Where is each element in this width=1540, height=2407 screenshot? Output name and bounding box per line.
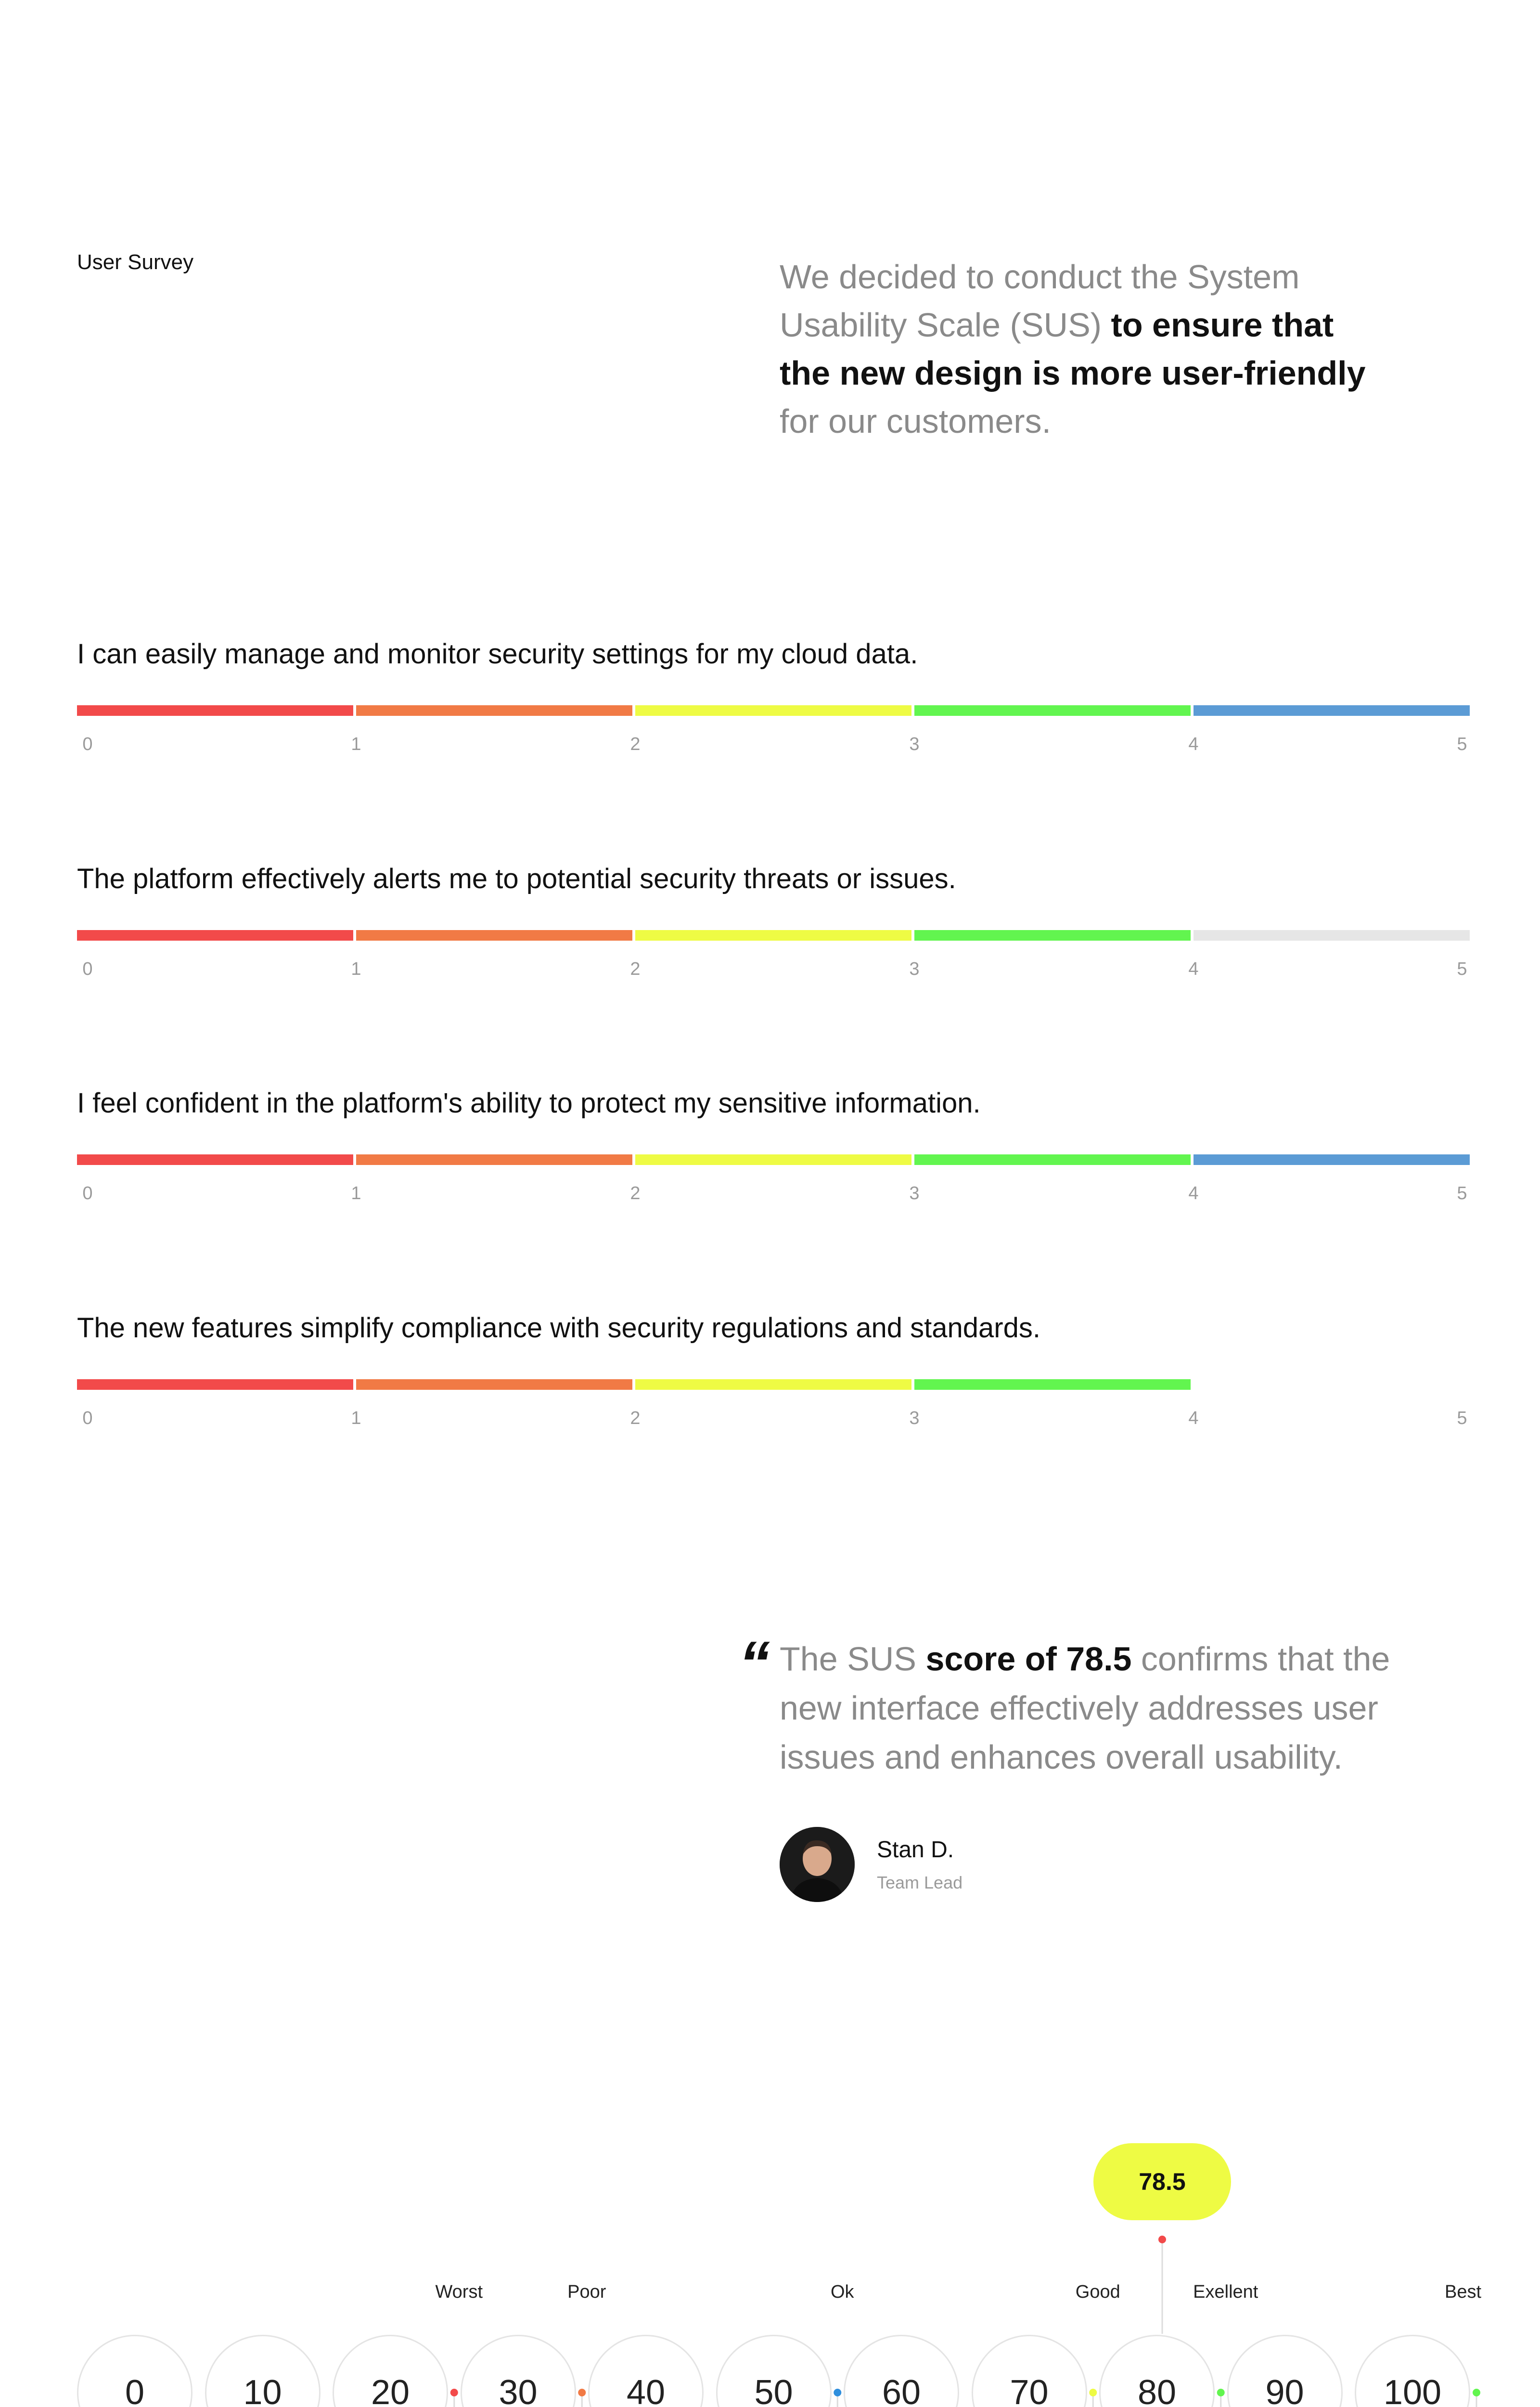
category-dot [578,2389,586,2396]
tick-label: 5 [1457,959,1467,979]
rating-ticks [77,734,1473,758]
tick-label: 3 [909,734,920,754]
tick-label: 2 [630,1408,641,1428]
category-dot [1089,2389,1097,2396]
rating-segment [635,1154,911,1165]
rating-segment [635,930,911,941]
tick-label: 1 [351,1408,361,1428]
survey-question [77,638,1473,758]
survey-question [77,1312,1473,1432]
rating-segment [1194,705,1470,716]
category-label: Good [1075,2282,1120,2302]
question-text: The platform effectively alerts me to potential security threats or issues. [77,863,956,894]
scale-circle: 100 [1355,2335,1470,2407]
rating-segment [77,705,353,716]
category-dot [1473,2389,1480,2396]
intro-text [780,253,1381,445]
category-dot [450,2389,458,2396]
quote-pre: The SUS [780,1640,926,1678]
score-value: 78.5 [1139,2168,1186,2195]
quote-mark-icon: “ [739,1628,761,1698]
survey-question [77,1087,1473,1207]
author-name: Stan D. [877,1837,954,1863]
category-dot [834,2389,841,2396]
rating-segment [1194,1154,1470,1165]
person-icon [780,1827,855,1902]
intro-post: for our customers. [780,402,1052,440]
tick-label: 5 [1457,1408,1467,1428]
category-dot [1217,2389,1225,2396]
tick-label: 0 [82,734,93,754]
rating-segment [635,705,911,716]
tick-label: 3 [909,1183,920,1204]
scale-circle: 20 [333,2335,448,2407]
author-role: Team Lead [877,1873,963,1892]
rating-ticks [77,1408,1473,1432]
tick-label: 1 [351,1183,361,1204]
category-label: Exellent [1193,2282,1258,2302]
intro-bold: to ensure that the new design is more user-friendly [780,306,1366,392]
question-text: I feel confident in the platform's ability to protect my sensitive information. [77,1087,981,1119]
tick-label: 2 [630,734,641,754]
tick-label: 0 [82,1183,93,1204]
score-badge [1093,2143,1231,2220]
tick-label: 4 [1188,1183,1199,1204]
category-label: Best [1444,2282,1482,2302]
rating-segment [356,705,632,716]
rating-segment [914,1379,1191,1390]
rating-segment [356,930,632,941]
avatar [780,1827,855,1902]
tick-label: 4 [1188,1408,1199,1428]
intro-pre: We decided to conduct the System Usability Scale (SUS) [780,258,1300,344]
rating-ticks [77,1183,1473,1207]
tick-label: 5 [1457,1183,1467,1204]
scale-circle: 90 [1227,2335,1343,2407]
category-label: Worst [435,2282,483,2302]
rating-segment [356,1154,632,1165]
rating-segment [914,705,1191,716]
tick-label: 1 [351,959,361,979]
scale-circle: 60 [844,2335,959,2407]
rating-segment [77,1379,353,1390]
scale-circle: 40 [588,2335,704,2407]
scale-circle: 30 [461,2335,576,2407]
quote-bold: score of 78.5 [925,1640,1132,1678]
score-pointer-dot [1158,2236,1166,2243]
rating-segment [914,930,1191,941]
tick-label: 2 [630,959,641,979]
tick-label: 2 [630,1183,641,1204]
tick-label: 4 [1188,959,1199,979]
scale-circle: 70 [972,2335,1087,2407]
tick-label: 3 [909,1408,920,1428]
scale-circle: 0 [77,2335,192,2407]
question-text: I can easily manage and monitor security settings for my cloud data. [77,638,918,670]
tick-label: 1 [351,734,361,754]
rating-segment [1194,1379,1470,1390]
rating-segment [77,930,353,941]
rating-bar [77,930,1473,941]
tick-label: 0 [82,1408,93,1428]
category-label: Poor [567,2282,606,2302]
tick-label: 4 [1188,734,1199,754]
category-label: Ok [830,2282,854,2302]
tick-label: 0 [82,959,93,979]
rating-bar [77,1154,1473,1165]
rating-ticks [77,959,1473,983]
rating-bar [77,705,1473,716]
quote-post: confirms that the new interface effectively addresses user issues and enhances overall usability. [780,1640,1390,1776]
rating-segment [77,1154,353,1165]
rating-segment [635,1379,911,1390]
survey-question [77,863,1473,983]
rating-segment [914,1154,1191,1165]
rating-segment [356,1379,632,1390]
question-text: The new features simplify compliance with security regulations and standards. [77,1312,1040,1344]
rating-segment [1194,930,1470,941]
quote-text [780,1634,1444,1782]
tick-label: 3 [909,959,920,979]
scale-circle: 80 [1099,2335,1215,2407]
rating-bar [77,1379,1473,1390]
scale-circle: 50 [716,2335,832,2407]
scale-circle: 10 [205,2335,321,2407]
tick-label: 5 [1457,734,1467,754]
section-label: User Survey [77,250,194,274]
